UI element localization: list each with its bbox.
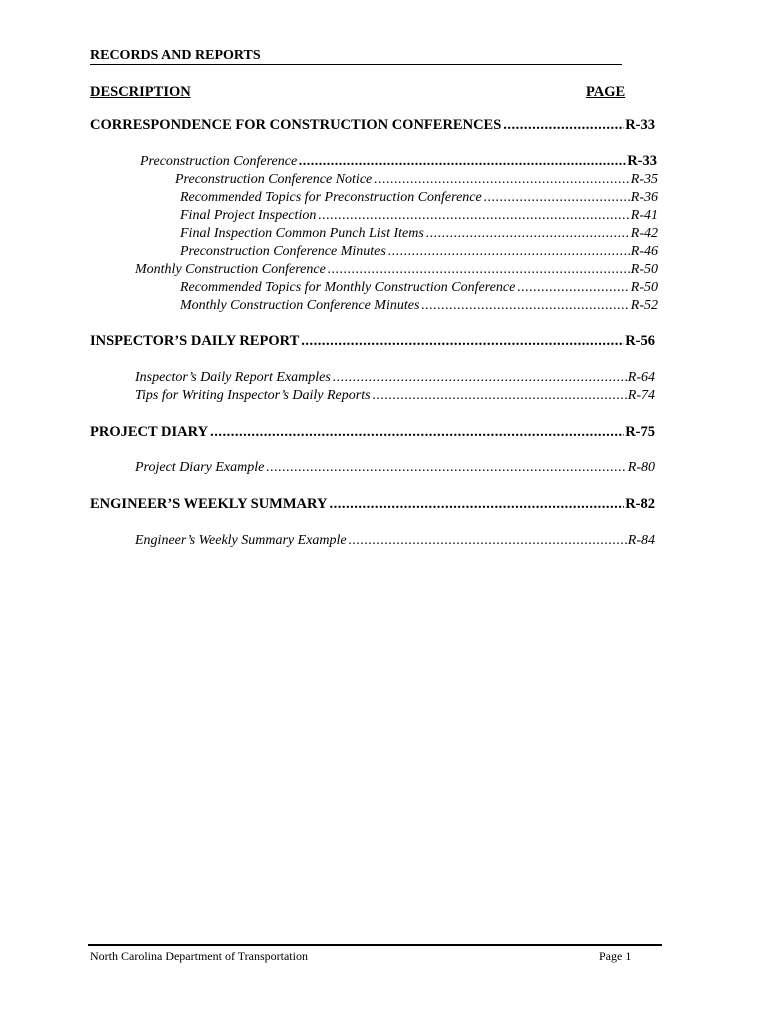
- toc-entry-recommended-topics-monthly[interactable]: [180, 278, 658, 298]
- toc-entry-title: PROJECT DIARY: [90, 424, 209, 440]
- toc-entry-title: Inspector’s Daily Report Examples: [135, 370, 331, 385]
- toc-entry-page: R-41: [630, 208, 658, 223]
- toc-entry-page: R-50: [630, 262, 658, 277]
- toc-entry-recommended-topics-preconstruction[interactable]: [180, 188, 658, 208]
- toc-entry-inspectors-daily-report-examples[interactable]: [135, 368, 655, 388]
- toc-entry-title: Final Project Inspection: [180, 208, 317, 223]
- footer-page-number: Page 1: [599, 949, 632, 963]
- toc-entry-title: Engineer’s Weekly Summary Example: [135, 533, 347, 548]
- toc-entry-engineers-weekly-summary[interactable]: [90, 494, 655, 514]
- toc-entry-page: R-33: [625, 117, 655, 133]
- toc-entry-preconstruction-conference-notice[interactable]: [175, 170, 658, 190]
- toc-entry-page: R-35: [630, 172, 658, 187]
- toc-entry-final-project-inspection[interactable]: [180, 206, 658, 226]
- dot-leader: [327, 494, 624, 514]
- toc-entry-title: Monthly Construction Conference: [135, 262, 326, 277]
- toc-entry-preconstruction-conference[interactable]: [140, 151, 657, 171]
- dot-leader: [331, 368, 627, 388]
- toc-entry-page: R-56: [625, 333, 655, 349]
- toc-entry-title: Recommended Topics for Monthly Construction Conference: [180, 280, 516, 295]
- toc-entry-page: R-82: [625, 496, 655, 512]
- toc-entry-page: R-36: [630, 190, 658, 205]
- toc-entry-monthly-construction-conference-minutes[interactable]: [180, 296, 658, 316]
- dot-leader: [299, 331, 624, 351]
- dot-leader: [264, 458, 626, 478]
- toc-entry-monthly-construction-conference[interactable]: [135, 260, 658, 280]
- dot-leader: [316, 206, 629, 226]
- toc-entry-page: R-33: [627, 153, 657, 169]
- page-title: RECORDS AND REPORTS: [90, 48, 622, 65]
- dot-leader: [208, 422, 624, 442]
- toc-entry-title: INSPECTOR’S DAILY REPORT: [90, 333, 300, 349]
- description-column-heading: DESCRIPTION: [90, 84, 191, 100]
- toc-entry-title: Preconstruction Conference Minutes: [180, 244, 386, 259]
- dot-leader: [424, 224, 630, 244]
- toc-entry-page: R-84: [627, 533, 655, 548]
- toc-entry-page: R-64: [627, 370, 655, 385]
- toc-entry-title: Recommended Topics for Preconstruction Conference: [180, 190, 482, 205]
- toc-entry-title: Preconstruction Conference Notice: [175, 172, 373, 187]
- toc-entry-title: Tips for Writing Inspector’s Daily Reports: [135, 388, 371, 403]
- toc-entry-page: R-42: [630, 226, 658, 241]
- toc-entry-page: R-52: [630, 298, 658, 313]
- dot-leader: [326, 260, 630, 280]
- toc-entry-page: R-46: [630, 244, 658, 259]
- toc-entry-title: Final Inspection Common Punch List Items: [180, 226, 424, 241]
- toc-entry-preconstruction-conference-minutes[interactable]: [180, 242, 658, 262]
- dot-leader: [501, 115, 624, 135]
- toc-entry-tips-inspectors-daily-reports[interactable]: [135, 386, 655, 406]
- toc-entry-project-diary[interactable]: [90, 422, 655, 442]
- toc-entry-title: ENGINEER’S WEEKLY SUMMARY: [90, 496, 328, 512]
- dot-leader: [297, 152, 626, 171]
- page-column-heading: PAGE: [586, 84, 626, 100]
- footer-divider: [88, 944, 662, 946]
- dot-leader: [372, 170, 630, 190]
- toc-entry-page: R-80: [627, 460, 655, 475]
- toc-entry-correspondence-for-construction-conferences[interactable]: [90, 115, 655, 135]
- toc-entry-inspectors-daily-report[interactable]: [90, 331, 655, 351]
- dot-leader: [347, 531, 627, 551]
- toc-entry-project-diary-example[interactable]: [135, 458, 655, 478]
- dot-leader: [386, 242, 630, 262]
- toc-entry-title: CORRESPONDENCE FOR CONSTRUCTION CONFERENCES: [90, 117, 502, 133]
- toc-entry-title: Preconstruction Conference: [140, 154, 298, 169]
- footer-organization: North Carolina Department of Transportation: [90, 949, 308, 963]
- toc-entry-page: R-50: [630, 280, 658, 295]
- toc-entry-page: R-74: [627, 388, 655, 403]
- toc-entry-final-inspection-punch-list[interactable]: [180, 224, 658, 244]
- toc-entry-title: Monthly Construction Conference Minutes: [180, 298, 420, 313]
- dot-leader: [371, 386, 627, 406]
- dot-leader: [515, 278, 629, 298]
- toc-entry-page: R-75: [625, 424, 655, 440]
- toc-entry-title: Project Diary Example: [135, 460, 265, 475]
- dot-leader: [482, 188, 630, 208]
- dot-leader: [419, 296, 629, 316]
- toc-entry-engineers-weekly-summary-example[interactable]: [135, 531, 655, 551]
